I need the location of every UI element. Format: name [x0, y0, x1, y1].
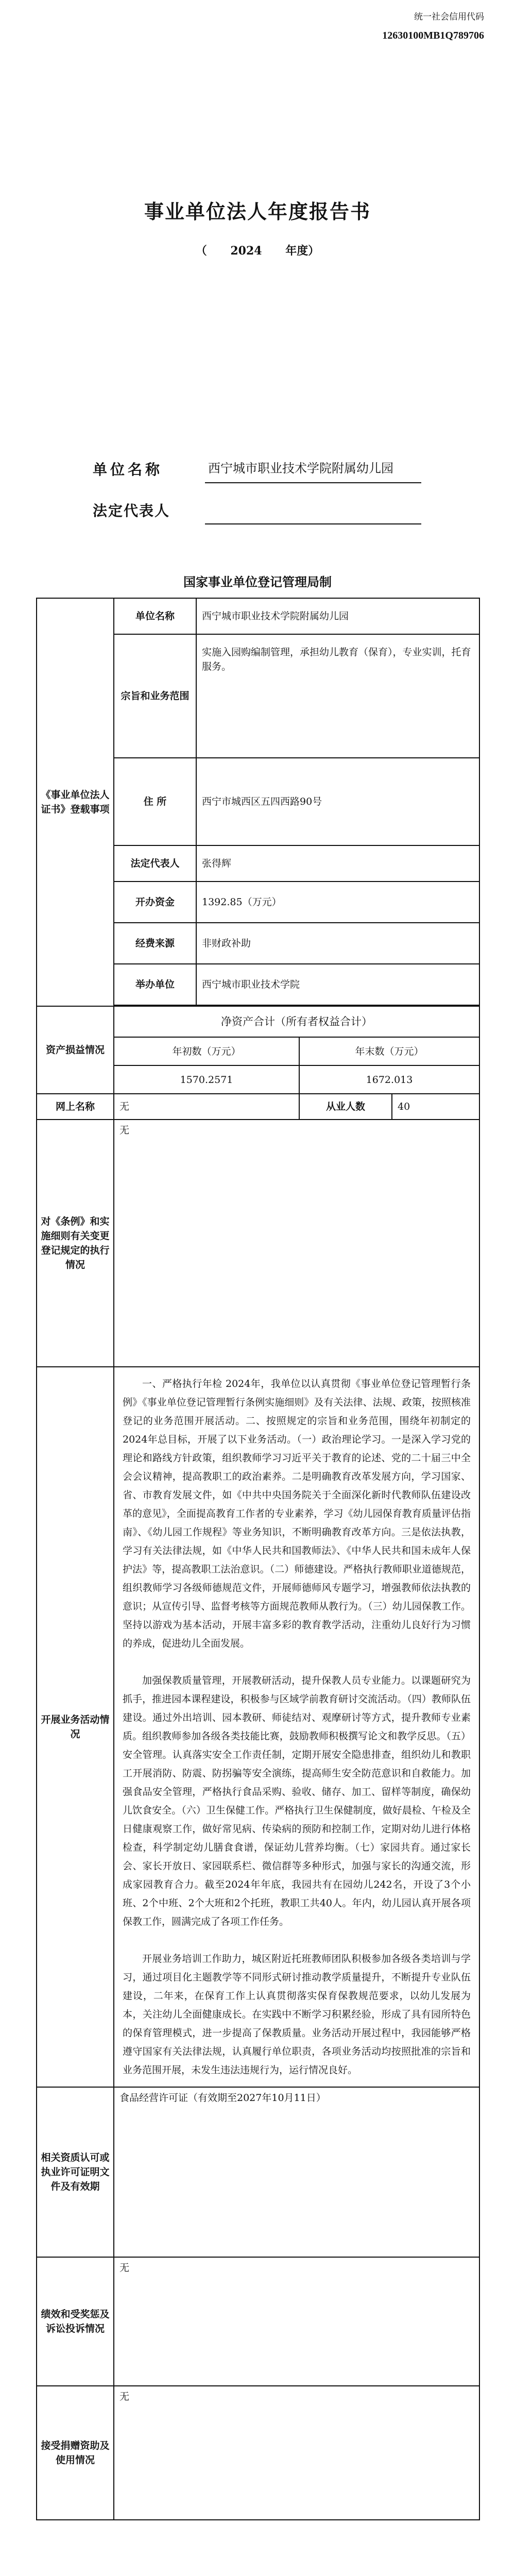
funding-value: 1392.85（万元） — [196, 882, 479, 923]
unit-name-value: 西宁城市职业技术学院附属幼儿园 — [205, 453, 421, 483]
purpose-value: 实施入园购编制管理，承担幼儿教育（保育），专业实训，托育服务。 — [196, 634, 479, 758]
year-close: 年度） — [285, 244, 320, 258]
business-paragraph: 加强保教质量管理，开展教研活动，提升保教人员专业能力。以课题研究为抓手，推进园本课程建设，积极参与区域学前教育研讨交流活动。（四）教师队伍建设。通过外出培训、园本教研、师徒结对、观摩研讨等方式，提升教师专业素质。组织教师参加各级各类技能比赛，鼓励教师积极撰写论文和教学反思。（五）安全管理。认真落实安全工作责任制，定期开展安全隐患排查，组织幼儿和教职工开展消防、防震、防拐骗等安全演练，提高师生安全防范意识和自救能力。加强食品安全管理，严格执行食品采购、验收、储存、加工、留样等制度，确保幼儿饮食安全。（六）卫生保健工作。严格执行卫生保健制度，做好晨检、午检及全日健康观察工作，做好常见病、传染病的预防和控制工作，定期对幼儿进行体格检查，科学制定幼儿膳食食谱，保证幼儿营养均衡。（七）家园共育。通过家长会、家长开放日、家园联系栏、微信群等多种形式，加强与家长的沟通交流，形成家园教育合力。截至2024年年底，我园共有在园幼儿242名，开设了3个小班、2个中班、2个大班和2个托班，教职工共40人。年内，幼儿园认真开展各项保教工作，圆满完成了各项工作任务。 — [123, 1675, 471, 1927]
report-year — [0, 242, 515, 258]
sponsor-label: 举办单位 — [114, 964, 196, 1005]
assets-section-label: 资产损益情况 — [37, 1006, 114, 1094]
address-label: 住 所 — [114, 758, 196, 845]
report-table — [36, 598, 480, 2520]
compliance-value: 无 — [114, 1120, 479, 1367]
cover-unit-name-row — [93, 453, 422, 484]
business-paragraph: 开展业务培训工作助力，城区附近托班教师团队积极参加各级各类培训与学习，通过项目化主题教学等不同形式研讨推动教学质量提升，不断提升专业队伍建设，二年来，在保育工作上认真贯彻落实保育保教规范要求，以幼儿发展为本，关注幼儿全面健康成长。在实践中不断学习积累经验，形成了具有园所特色的保育管理模式，进一步提高了保教质量。业务活动开展过程中，我园能够严格遵守国家有关法律法规，认真履行单位职责，各项业务活动均按照批准的宗旨和业务范围开展，未发生违法违规行为，运行情况良好。 — [123, 1953, 471, 2076]
website-value: 无 — [114, 1094, 299, 1120]
end-value: 1672.013 — [299, 1065, 479, 1094]
credit-code-label: 统一社会信用代码 — [414, 12, 484, 22]
donations-value: 无 — [114, 2386, 479, 2520]
legal-value: 张得辉 — [196, 845, 479, 882]
business-paragraph: 一、严格执行年检 2024年，我单位以认真贯彻《事业单位登记管理暂行条例》《事业单位登记管理暂行条例实施细则》及有关法律、法规、政策，按照核准登记的业务范围开展活动。二、按照规定的宗旨和业务范围，围绕年初制定的2024年总目标，开展了以下业务活动。（一）政治理论学习。一是深入学习党的理论和路线方针政策，组织教师学习习近平关于教育的论述、党的二十届三中全会会议精神，提高教职工的政治素养。二是明确教育改革发展方向，学习国家、省、市教育发展文件，如《中共中央国务院关于全面深化新时代教师队伍建设改革的意见》，全面提高教育工作者的专业素养，学习《幼儿园保育教育质量评估指南》、《幼儿园工作规程》等业务知识，不断明确教育改革方向。三是依法执教，学习有关法律法规，如《中华人民共和国教师法》、《中华人民共和国未成年人保护法》等，提高教职工法治意识。（二）师德建设。严格执行教师职业道德规范，组织教师学习各级师德规范文件，开展师德师风专题学习，增强教师依法执教的意识；从宣传引导、监督考核等方面规范教师从教行为。（三）幼儿园保教工作。坚持以游戏为基本活动，开展丰富多彩的教育教学活动，注重幼儿良好行为习惯的养成，促进幼儿全面发展。 — [123, 1378, 471, 1649]
funding-label: 开办资金 — [114, 882, 196, 923]
begin-value: 1570.2571 — [114, 1065, 299, 1094]
purpose-label: 宗旨和业务范围 — [114, 634, 196, 758]
rewards-value: 无 — [114, 2257, 479, 2386]
sponsor-value: 西宁城市职业技术学院 — [196, 964, 479, 1005]
source-label: 经费来源 — [114, 923, 196, 964]
year-open: （ — [195, 244, 207, 258]
end-label: 年末数（万元） — [299, 1037, 479, 1065]
legal-label: 法定代表人 — [114, 845, 196, 882]
year-value: 2024 — [230, 244, 262, 258]
net-assets-label: 净资产合计（所有者权益合计） — [114, 1006, 479, 1037]
staff-label: 从业人数 — [299, 1094, 392, 1120]
certificate-section-label: 《事业单位法人证书》登载事项 — [37, 598, 114, 1006]
rewards-label: 绩效和受奖惩及诉讼投诉情况 — [37, 2257, 114, 2386]
permits-label: 相关资质认可或执业许可证明文件及有效期 — [37, 2087, 114, 2257]
business-label: 开展业务活动情况 — [37, 1367, 114, 2087]
legal-rep-value — [205, 495, 421, 524]
legal-rep-label: 法定代表人 — [93, 502, 170, 519]
begin-label: 年初数（万元） — [114, 1037, 299, 1065]
permits-value: 食品经营许可证（有效期至2027年10月11日） — [114, 2087, 479, 2257]
business-content — [114, 1367, 479, 2087]
register-title: 国家事业单位登记管理局制 — [183, 574, 332, 589]
document-title: 事业单位法人年度报告书 — [144, 200, 371, 223]
address-value: 西宁市城西区五四西路90号 — [196, 758, 479, 845]
name-label: 单位名称 — [114, 598, 196, 634]
name-value: 西宁城市职业技术学院附属幼儿园 — [196, 598, 479, 634]
staff-value: 40 — [392, 1094, 479, 1120]
source-value: 非财政补助 — [196, 923, 479, 964]
website-label: 网上名称 — [37, 1094, 114, 1120]
donations-label: 接受捐赠资助及使用情况 — [37, 2386, 114, 2520]
compliance-label: 对《条例》和实施细则有关变更登记规定的执行情况 — [37, 1120, 114, 1367]
unit-name-label: 单位名称 — [93, 461, 163, 478]
cover-legal-rep-row — [93, 495, 422, 526]
credit-code: 12630100MB1Q789706 — [382, 30, 484, 41]
